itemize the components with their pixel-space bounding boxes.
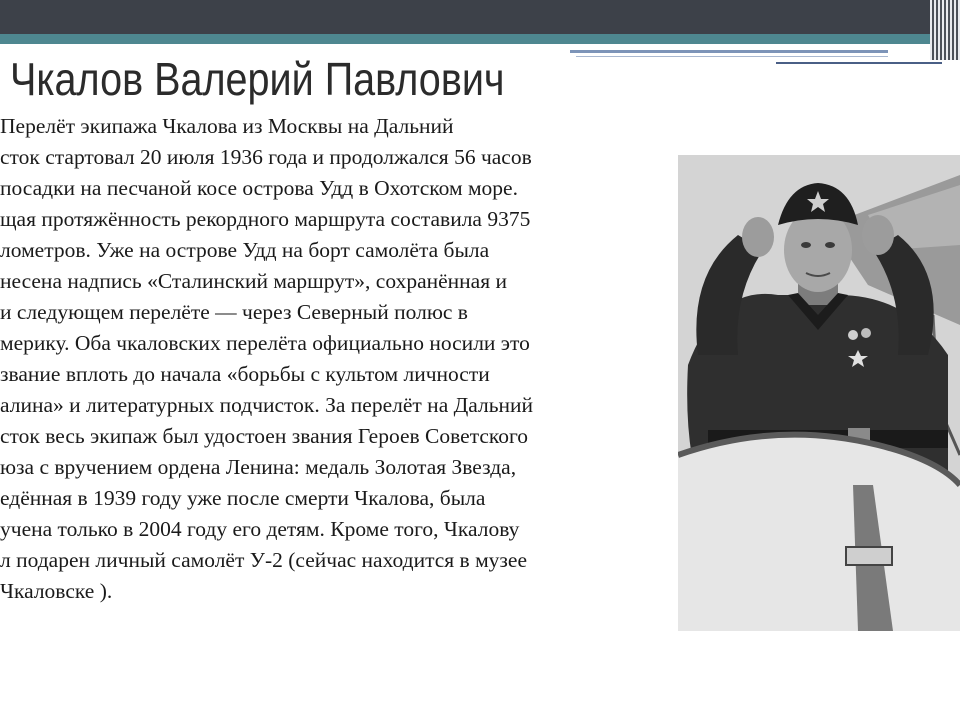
decor-line	[576, 56, 888, 57]
portrait-photo-icon	[678, 155, 960, 631]
body-line: несена надпись «Сталинский маршрут», сохранённая и	[0, 269, 507, 293]
body-line: Перелёт экипажа Чкалова из Москвы на Дальний	[0, 114, 454, 138]
body-line: звание вплоть до начала «борьбы с культом личности	[0, 362, 490, 386]
decor-line	[776, 62, 942, 64]
page-title: Чкалов Валерий Павлович	[10, 53, 505, 105]
body-line: сток стартовал 20 июля 1936 года и продолжался 56 часов	[0, 145, 532, 169]
body-line: алина» и литературных подчисток. За перелёт на Дальний	[0, 393, 534, 417]
body-line: щая протяжённость рекордного маршрута составила 9375	[0, 207, 531, 231]
body-line: Чкаловске ).	[0, 579, 113, 603]
decor-line	[570, 50, 888, 53]
body-line: едённая в 1939 году уже после смерти Чкалова, была	[0, 486, 486, 510]
pilot-portrait-photo	[678, 155, 960, 631]
body-line: сток весь экипаж был удостоен звания Героев Советского	[0, 424, 529, 448]
body-line: лометров. Уже на острове Удд на борт самолёта была	[0, 238, 490, 262]
body-line: л подарен личный самолёт У-2 (сейчас находится в музее	[0, 548, 528, 572]
body-line: посадки на песчаной косе острова Удд в Охотском море.	[0, 176, 518, 200]
body-line: юза с вручением ордена Ленина: медаль Золотая Звезда,	[0, 455, 517, 479]
body-text	[0, 112, 670, 632]
body-line: учена только в 2004 году его детям. Кроме того, Чкалову	[0, 517, 520, 541]
teal-band	[0, 34, 960, 44]
corner-stripes	[930, 0, 960, 60]
body-line: мерику. Оба чкаловских перелёта официально носили это	[0, 331, 530, 355]
top-bar	[0, 0, 960, 34]
body-line: и следующем перелёте — через Северный полюс в	[0, 300, 468, 324]
